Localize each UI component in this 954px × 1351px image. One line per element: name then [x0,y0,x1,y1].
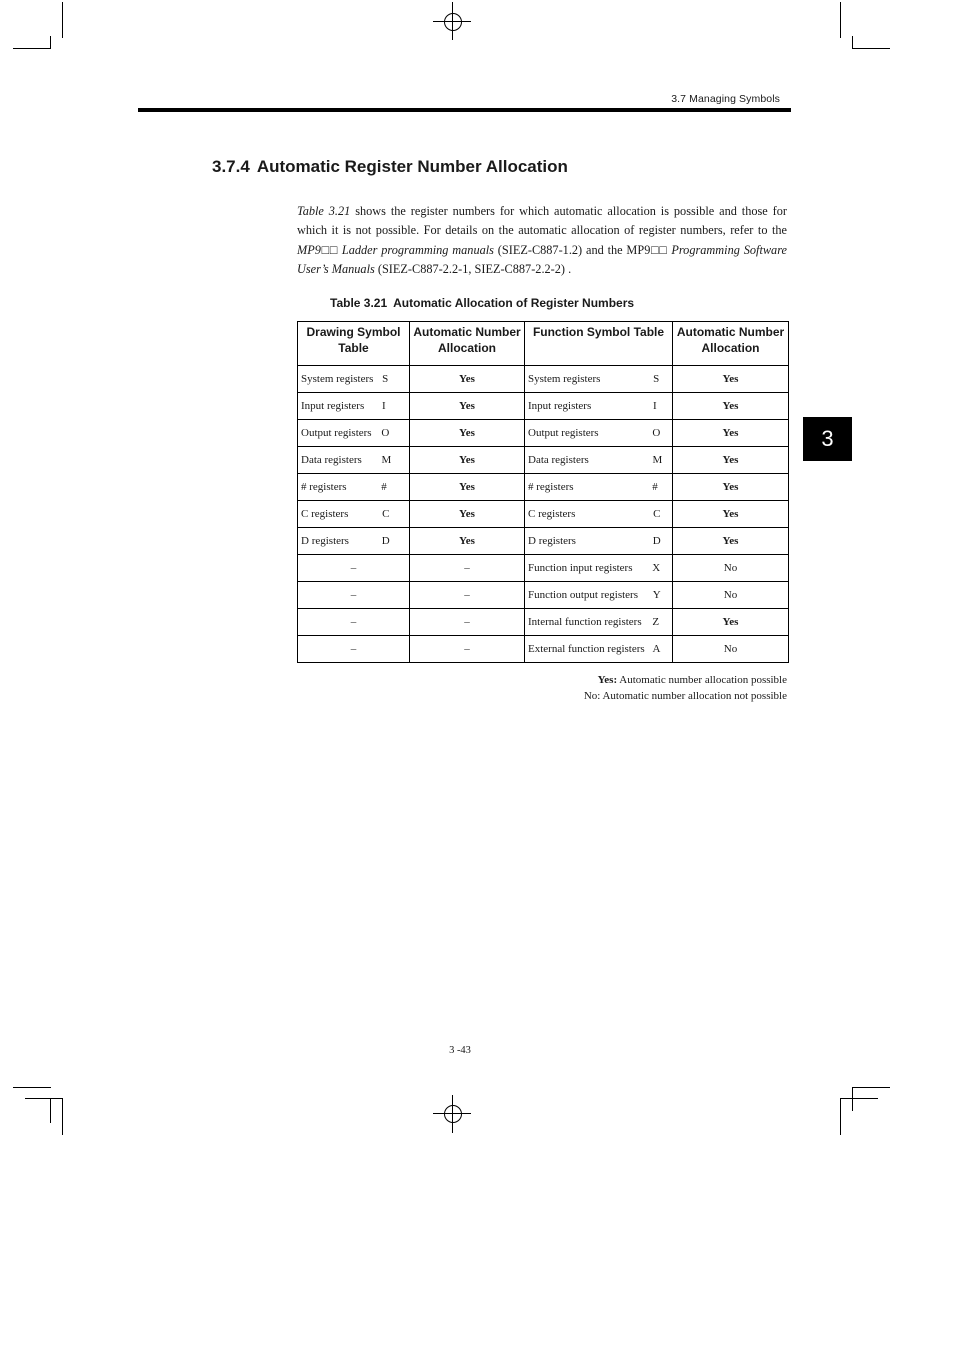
register-symbol: Y [652,589,661,601]
register-symbol: I [652,400,657,412]
legend [500,673,787,704]
function-allocation-cell: Yes [673,447,789,474]
drawing-symbol-cell [298,528,410,555]
section-title [212,157,568,177]
body-paragraph [297,202,787,280]
legend-no: No: Automatic number allocation not possible [583,689,787,702]
function-symbol-cell [525,555,673,582]
function-symbol-cell [525,393,673,420]
register-symbol: C [653,508,661,520]
register-symbol: D [652,535,661,547]
drawing-allocation-cell: – [410,609,525,636]
drawing-allocation-cell: – [410,636,525,663]
function-symbol-cell [525,609,673,636]
function-symbol-cell [525,636,673,663]
register-symbol: A [652,643,661,655]
table-header-row [298,322,789,366]
drawing-allocation-cell: Yes [410,420,525,447]
function-symbol-cell [525,474,673,501]
drawing-symbol-cell [298,474,410,501]
register-symbol: X [652,562,661,574]
function-allocation-cell: Yes [673,528,789,555]
table-reference: Table 3.21 [297,204,351,218]
drawing-allocation-cell: – [410,582,525,609]
section-title-text: Automatic Register Number Allocation [256,157,568,176]
table-caption-title: Automatic Allocation of Register Numbers [393,296,635,310]
register-name: Function output registers [528,589,638,601]
register-name: Data registers [528,454,589,466]
function-allocation-cell: No [673,555,789,582]
register-symbol: S [653,373,660,385]
table-row [298,609,789,636]
column-header: Automatic Number Allocation [673,322,789,366]
function-allocation-cell: Yes [673,393,789,420]
register-symbol: O [652,427,661,439]
column-header: Drawing Symbol Table [298,322,410,366]
table-caption [330,296,634,310]
legend-yes-text: Automatic number allocation possible [617,674,787,686]
function-allocation-cell: Yes [673,501,789,528]
table-row [298,393,789,420]
drawing-symbol-cell: – [298,555,410,582]
paragraph-text: (SIEZ-C887-2.2-1, SIEZ-C887-2.2-2) . [374,262,572,277]
registration-circle [444,13,462,31]
header-rule [138,108,791,112]
drawing-allocation-cell: Yes [410,366,525,393]
table-row [298,366,789,393]
table-row [298,528,789,555]
function-symbol-cell [525,447,673,474]
register-symbol: # [381,481,387,493]
crop-mark [25,1098,63,1099]
register-allocation-table [297,321,789,663]
register-symbol: S [382,373,389,385]
drawing-symbol-cell: – [298,582,410,609]
drawing-allocation-cell: Yes [410,501,525,528]
drawing-symbol-cell [298,447,410,474]
function-symbol-cell [525,528,673,555]
legend-yes [500,673,787,689]
function-allocation-cell: No [673,636,789,663]
drawing-symbol-cell: – [298,609,410,636]
crop-mark [13,1087,51,1088]
function-symbol-cell [525,582,673,609]
crop-mark [840,1098,878,1099]
drawing-allocation-cell: Yes [410,474,525,501]
register-name: Internal function registers [528,616,642,628]
table-row [298,501,789,528]
register-name: System registers [528,373,601,385]
register-name: D registers [528,535,576,547]
register-name: Data registers [301,454,362,466]
crop-mark [13,48,51,49]
register-name: Function input registers [528,562,633,574]
register-symbol: D [381,535,390,547]
table-row [298,420,789,447]
function-allocation-cell: No [673,582,789,609]
paragraph-text: shows the register numbers for which automatic allocation is possible and those for which it is not possible. For details on the automatic allocation of register numbers, refer to the [297,204,787,238]
function-allocation-cell: Yes [673,420,789,447]
register-symbol: M [652,454,663,466]
table-row [298,582,789,609]
chapter-tab: 3 [803,417,852,461]
crop-mark [852,36,853,49]
register-symbol: M [381,454,392,466]
registration-circle [444,1105,462,1123]
register-symbol: # [652,481,658,493]
register-name: D registers [301,535,349,547]
register-name: System registers [301,373,374,385]
crop-mark [840,1098,841,1135]
function-symbol-cell [525,420,673,447]
section-number: 3.7.4 [212,157,250,176]
function-allocation-cell: Yes [673,474,789,501]
function-allocation-cell: Yes [673,609,789,636]
function-symbol-cell [525,501,673,528]
register-name: External function registers [528,643,645,655]
table-row [298,474,789,501]
register-name: Output registers [528,427,599,439]
drawing-allocation-cell: – [410,555,525,582]
register-symbol: I [381,400,386,412]
function-allocation-cell: Yes [673,366,789,393]
drawing-allocation-cell: Yes [410,528,525,555]
legend-yes-term: Yes: [597,674,618,686]
crop-mark [852,1087,890,1088]
crop-mark [852,48,890,49]
drawing-symbol-cell [298,393,410,420]
crop-mark [50,36,51,49]
crop-mark [840,2,841,38]
register-name: C registers [301,508,349,520]
register-symbol: O [381,427,390,439]
register-name: Input registers [528,400,592,412]
manual-title: Programming Software User’s Manuals [297,242,787,277]
running-head: 3.7 Managing Symbols [671,93,780,105]
table-body [298,366,789,663]
page-number: 3 -43 [449,1045,471,1056]
table-caption-number: Table 3.21 [330,296,388,310]
table-row [298,555,789,582]
function-symbol-cell [525,366,673,393]
drawing-allocation-cell: Yes [410,447,525,474]
register-symbol: Z [652,616,660,628]
register-symbol: C [382,508,390,520]
manual-title: MP9□□ Ladder programming manuals [297,242,494,257]
drawing-symbol-cell [298,420,410,447]
table-row [298,636,789,663]
register-name: C registers [528,508,576,520]
drawing-symbol-cell [298,501,410,528]
drawing-symbol-cell [298,366,410,393]
register-name: # registers [528,481,574,493]
register-name: Output registers [301,427,372,439]
table-row [298,447,789,474]
crop-mark [62,2,63,38]
paragraph-text: (SIEZ-C887-1.2) and the MP9□□ [493,242,672,257]
column-header: Automatic Number Allocation [410,322,525,366]
drawing-symbol-cell: – [298,636,410,663]
register-name: Input registers [301,400,365,412]
register-name: # registers [301,481,347,493]
crop-mark [50,1098,51,1123]
crop-mark [852,1087,853,1111]
column-header: Function Symbol Table [525,322,673,366]
drawing-allocation-cell: Yes [410,393,525,420]
crop-mark [62,1098,63,1135]
